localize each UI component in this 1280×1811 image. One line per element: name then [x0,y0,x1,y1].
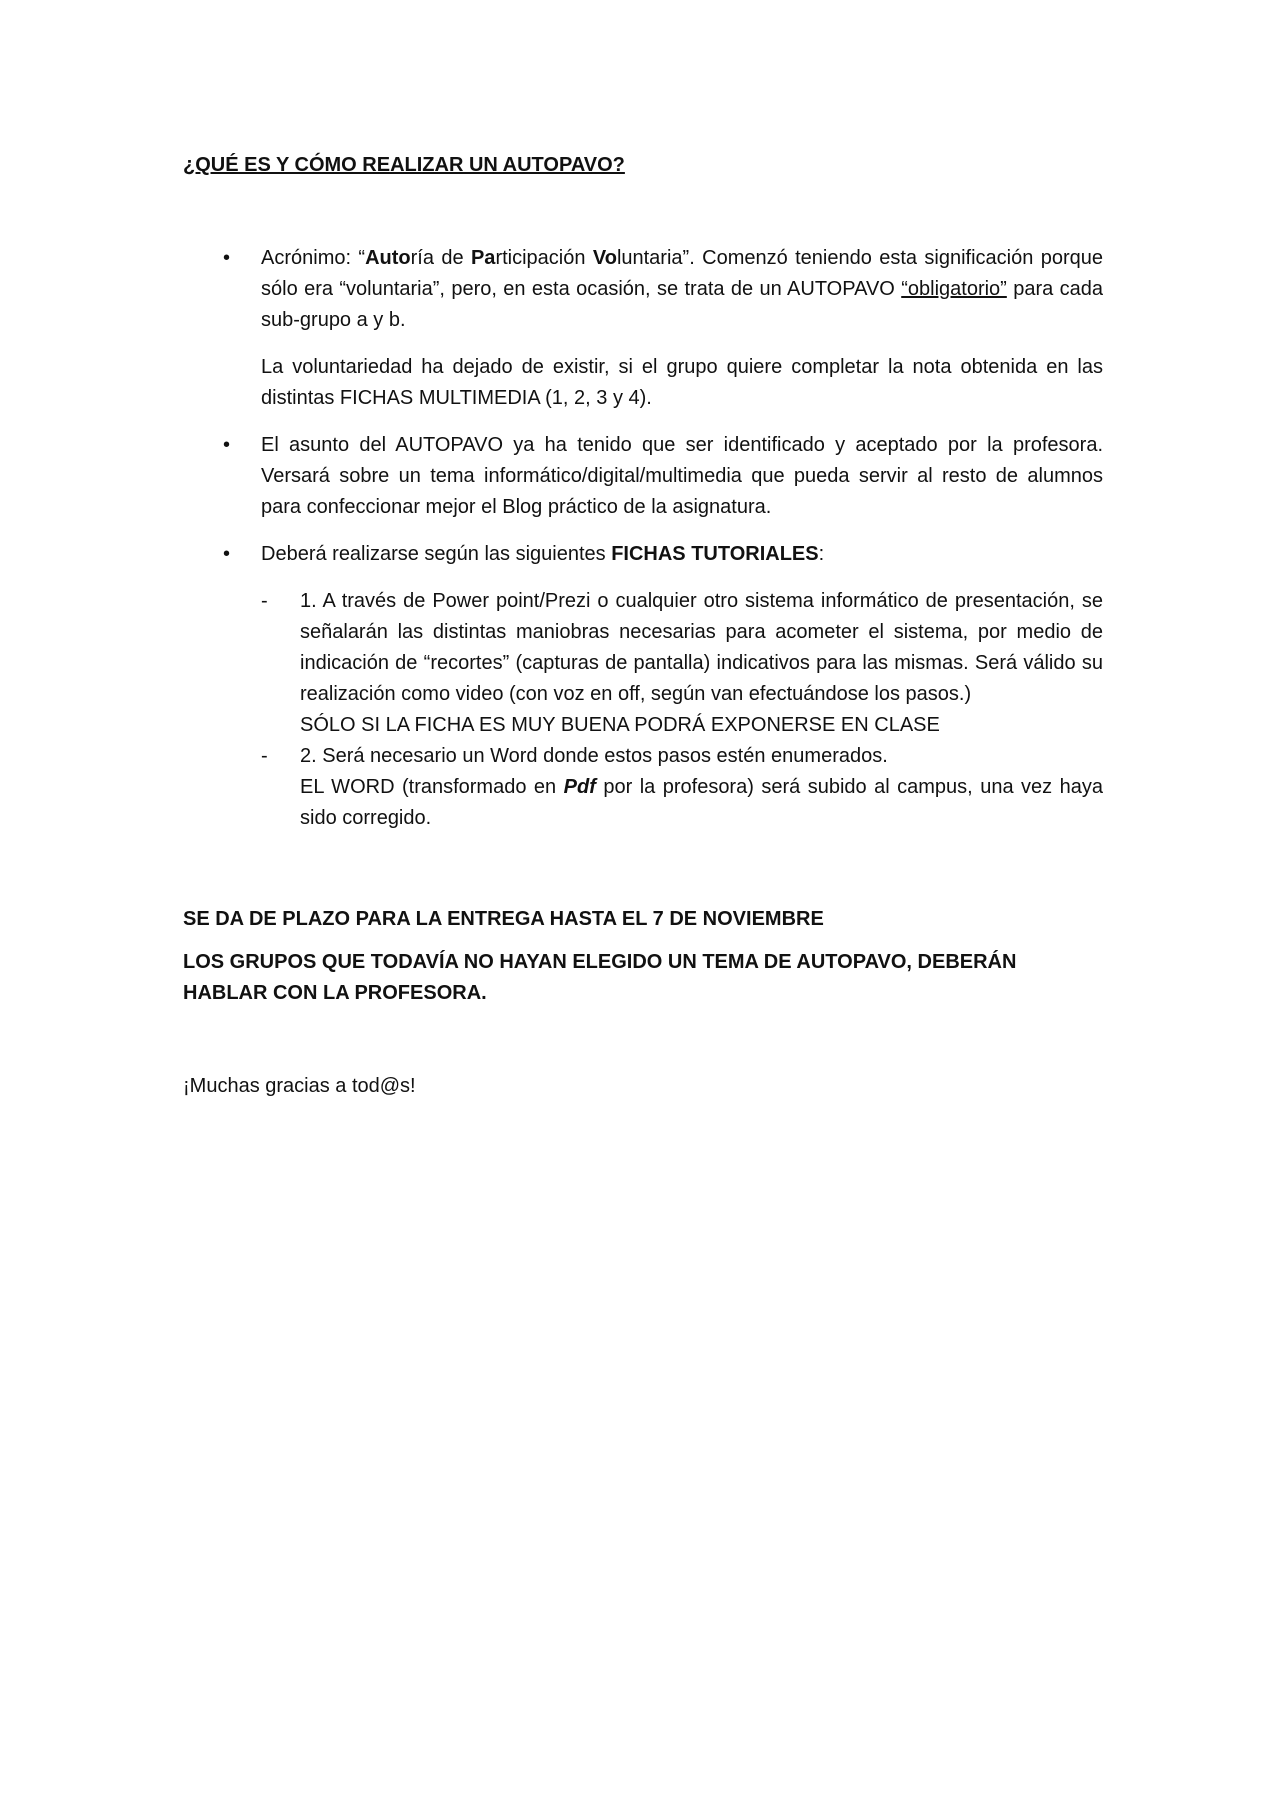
acronym-bold-vo: Vo [592,247,617,269]
pdf-bold-italic: Pdf [563,776,596,798]
acronym-bold-auto: Auto [365,247,411,269]
dash-icon: - [261,745,268,767]
ficha-1-note: SÓLO SI LA FICHA ES MUY BUENA PODRÁ EXPONERSE EN CLASE [300,714,940,736]
fichas-suffix: : [818,543,825,565]
document-title: ¿QUÉ ES Y CÓMO REALIZAR UN AUTOPAVO? [183,154,625,176]
closing-line: ¡Muchas gracias a tod@s! [183,1075,416,1097]
acronym-bold-pa: Pa [470,247,496,269]
obligatorio-underlined: “obligatorio” [901,278,1007,300]
fichas-tutoriales-bold: FICHAS TUTORIALES [611,543,819,565]
ficha-1-text: 1. A través de Power point/Prezi o cualquier otro sistema informático de presentación, se señalarán las distintas maniobras necesarias para acometer el sistema, por medio de indicación de “recortes” (capturas de pantalla) indicativos para las mismas. Será válido su realización como video (con voz en off, según van efectuándose los pasos.) [300,590,1103,705]
fichas-prefix: Deberá realizarse según las siguientes [261,543,612,565]
deadline-notice: SE DA DE PLAZO PARA LA ENTREGA HASTA EL 7 DE NOVIEMBRE [183,908,824,930]
ficha-2-line1: 2. Será necesario un Word donde estos pasos estén enumerados. [300,745,888,767]
topic-text: El asunto del AUTOPAVO ya ha tenido que ser identificado y aceptado por la profesora. Versará sobre un tema informático/digital/multimedia que pueda servir al resto de alumnos para confeccionar mejor el Blog práctico de la asignatura. [261,434,1103,518]
voluntariedad-paragraph: La voluntariedad ha dejado de existir, si el grupo quiere completar la nota obtenida en las distintas FICHAS MULTIMEDIA (1, 2, 3 y 4). [261,356,1103,409]
ficha-item-1 [183,586,1103,741]
acronym-prefix: Acrónimo: “ [261,247,366,269]
dash-icon: - [261,590,268,612]
acronym-text-2: rticipación [495,247,593,269]
ficha-item-2 [183,741,1103,834]
bullet-icon: • [223,543,231,565]
acronym-text-3: luntaria”. Comenzó teniendo esta significación porque sólo era “voluntaria”, pero, en esta ocasión, se trata de un AUTOPAVO [261,247,1103,300]
groups-notice: LOS GRUPOS QUE TODAVÍA NO HAYAN ELEGIDO UN TEMA DE AUTOPAVO, DEBERÁN HABLAR CON LA PROFESORA. [183,951,1017,1004]
document-body [183,150,1103,1102]
bullet-icon: • [223,434,231,456]
bullet-icon: • [223,247,231,269]
fichas-list [183,586,1103,834]
acronym-text-1: ría de [410,247,471,269]
acronym-suffix: para cada sub-grupo a y b. [261,278,1103,331]
ficha-2-prefix: EL WORD (transformado en [300,776,564,798]
bullet-item-acronym [183,243,1103,336]
bullet-item-topic [183,430,1103,523]
bullet-item-fichas [183,539,1103,570]
ficha-2-suffix: por la profesora) será subido al campus, una vez haya sido corregido. [300,776,1103,829]
